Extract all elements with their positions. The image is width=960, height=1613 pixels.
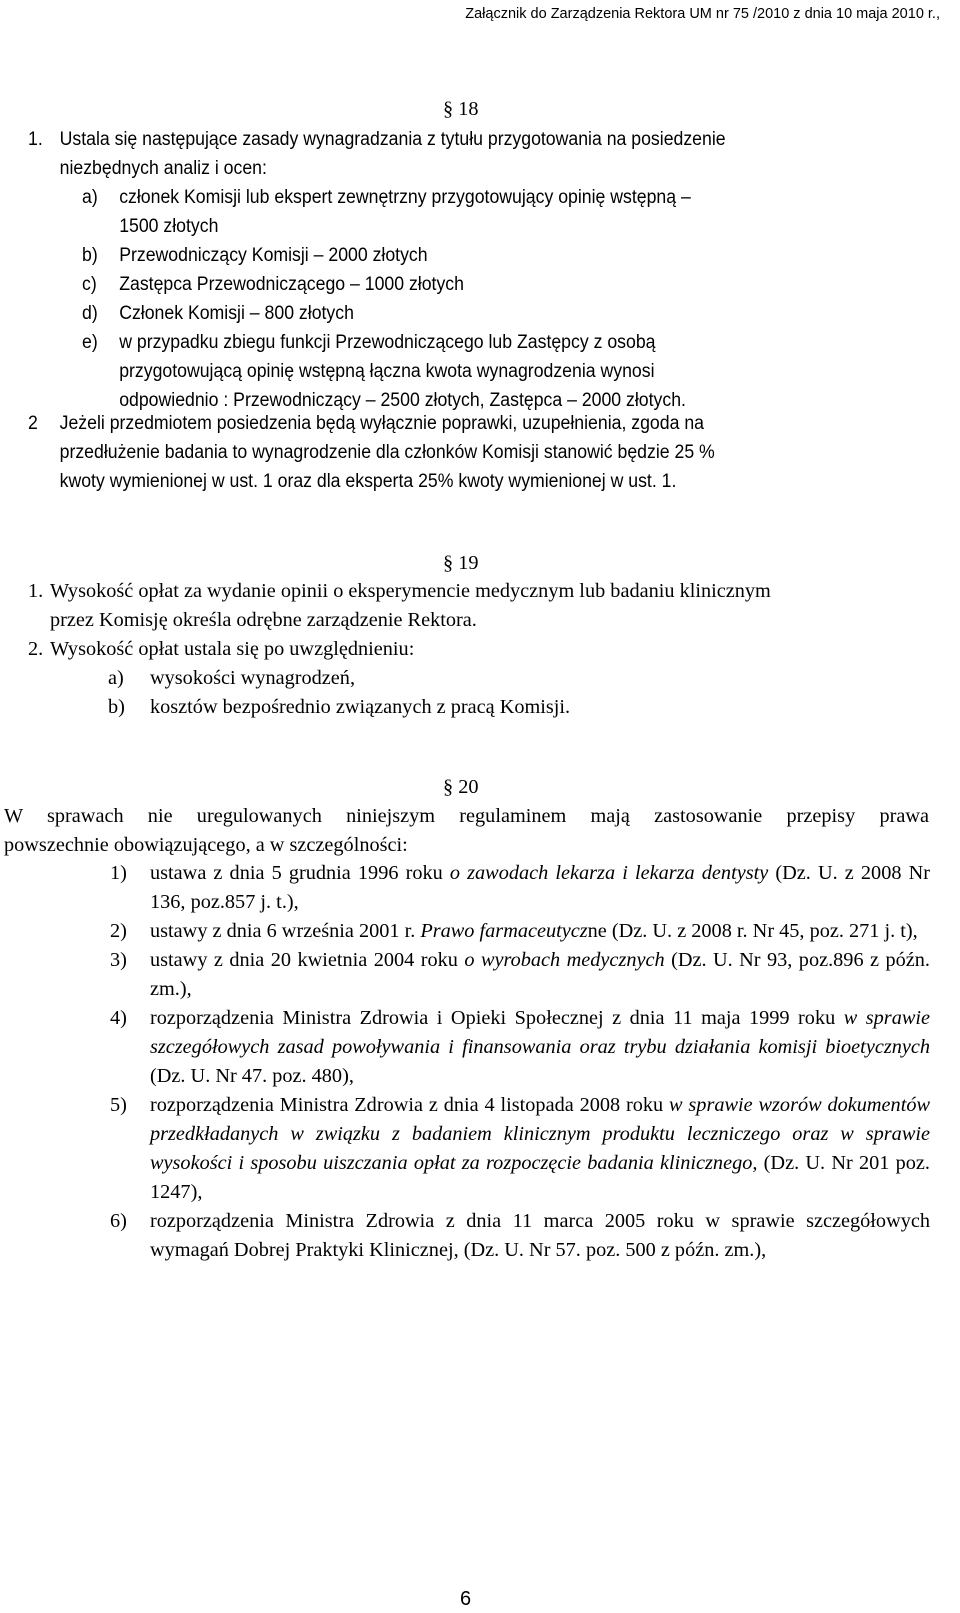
s18-p2-line-1: Jeżeli przedmiotem posiedzenia będą wyłącznie poprawki, uzupełnienia, zgoda na — [59, 413, 704, 434]
section-20-heading: § 20 — [443, 776, 479, 798]
s20-item-text — [150, 1091, 930, 1207]
s19-item-b-marker: b) — [108, 696, 125, 718]
s18-item-line — [82, 270, 882, 299]
s20-item-marker: 6) — [110, 1210, 127, 1232]
s20-item-text — [150, 859, 930, 917]
s18-item-line — [82, 299, 882, 328]
s20-item-title-italic: w sprawie wzorów dokumentów przedkładanych w związku z badaniem klinicznym produktu leczniczego oraz w sprawie wysokości i sposobu uiszczania opłat za rozpoczęcie badania klinicznego, — [150, 1094, 930, 1174]
s20-item-segment: rozporządzenia Ministra Zdrowia i Opieki Społecznej z dnia 11 maja 1999 roku — [150, 1007, 844, 1029]
s19-item-b-text: kosztów bezpośrednio związanych z pracą Komisji. — [150, 696, 571, 718]
s20-item-text — [150, 1207, 930, 1265]
s18-point-2 — [28, 409, 902, 496]
s20-intro-line-1: W sprawach nie uregulowanych niniejszym regulaminem mają zastosowanie przepisy prawa — [4, 805, 929, 827]
s20-item-text — [150, 946, 930, 1004]
s20-item-segment: (Dz. U. Nr 201 poz. 1247), — [150, 1152, 931, 1203]
s20-item-marker: 3) — [110, 949, 127, 971]
page-number: 6 — [460, 1588, 472, 1610]
s18-p1-line-2: niezbędnych analiz i ocen: — [59, 158, 267, 179]
s18-item-line — [82, 212, 882, 241]
s18-p1-marker: 1. — [28, 129, 43, 150]
s18-item-marker: d) — [82, 303, 98, 324]
s19-p2-text: Wysokość opłat ustala się po uwzględnieniu: — [50, 638, 415, 660]
s20-item-title-italic: Prawo farmaceutycz — [420, 920, 588, 942]
s18-item-marker: c) — [82, 274, 97, 295]
s20-item-title-italic: w sprawie szczegółowych zasad powoływania i finansowania oraz trybu działania komisji bioetycznych — [150, 1007, 930, 1058]
s20-list-item — [110, 1207, 930, 1265]
s20-list-item — [110, 859, 930, 917]
s20-item-marker: 5) — [110, 1094, 127, 1116]
s20-item-segment: ne (Dz. U. z 2008 r. Nr 45, poz. 271 j. t), — [587, 920, 918, 942]
section-19-heading: § 19 — [443, 552, 479, 574]
s18-item-line — [82, 357, 882, 386]
s18-item-text: w przypadku zbiegu funkcji Przewodniczącego lub Zastępcy z osobą — [119, 332, 656, 353]
s18-item-marker: e) — [82, 332, 98, 353]
s19-p1-line-1: Wysokość opłat za wydanie opinii o eksperymencie medycznym lub badaniu klinicznym — [50, 580, 771, 602]
s18-item-marker: a) — [82, 187, 98, 208]
s18-item-list — [82, 183, 882, 415]
s18-item-text: Przewodniczący Komisji – 2000 złotych — [119, 245, 428, 266]
s18-item-marker — [82, 212, 119, 241]
s18-item-text: odpowiednio : Przewodniczący – 2500 złotych, Zastępca – 2000 złotych. — [119, 390, 686, 411]
s18-item-text: Zastępca Przewodniczącego – 1000 złotych — [119, 274, 464, 295]
s20-item-segment: ustawa z dnia 5 grudnia 1996 roku — [150, 862, 450, 884]
s18-item-line — [82, 183, 882, 212]
s18-item-text: Członek Komisji – 800 złotych — [119, 303, 354, 324]
s20-item-segment: ustawy z dnia 20 kwietnia 2004 roku — [150, 949, 465, 971]
s20-intro — [4, 802, 929, 860]
s20-item-text — [150, 1004, 930, 1091]
s20-item-marker: 4) — [110, 1007, 127, 1029]
s18-item-marker: b) — [82, 245, 98, 266]
s18-p2-line-3: kwoty wymienionej w ust. 1 oraz dla eksperta 25% kwoty wymienionej w ust. 1. — [59, 471, 677, 492]
s19-item-a-text: wysokości wynagrodzeń, — [150, 667, 356, 689]
document-header: Załącznik do Zarządzenia Rektora UM nr 75 /2010 z dnia 10 maja 2010 r., — [465, 6, 940, 22]
s20-item-marker: 2) — [110, 920, 127, 942]
s20-list-item — [110, 1004, 930, 1091]
s18-item-line — [82, 328, 882, 357]
s18-p2-line-2: przedłużenie badania to wynagrodzenie dla członków Komisji stanowić będzie 25 % — [59, 442, 715, 463]
s18-item-text: 1500 złotych — [119, 216, 219, 237]
s20-item-title-italic: o zawodach lekarza i lekarza dentysty — [449, 862, 769, 884]
s18-point-1 — [28, 125, 865, 183]
s18-p2-marker: 2 — [28, 413, 38, 434]
s20-list-item — [110, 917, 930, 946]
s18-item-text: członek Komisji lub ekspert zewnętrzny przygotowujący opinię wstępną – — [119, 187, 691, 208]
s20-item-segment: rozporządzenia Ministra Zdrowia z dnia 11 marca 2005 roku w sprawie szczegółowych wymagań Dobrej Praktyki Klinicznej, (Dz. U. Nr 57. poz. 500 z późn. zm.), — [150, 1210, 930, 1261]
section-18-heading: § 18 — [443, 98, 479, 120]
s19-p1-marker: 1. — [28, 580, 44, 602]
s20-list-item — [110, 946, 930, 1004]
s20-item-title-italic: o wyrobach medycznych — [464, 949, 665, 971]
s19-p2-marker: 2. — [28, 638, 44, 660]
s20-item-list — [110, 859, 930, 1265]
s20-item-segment: (Dz. U. Nr 93, poz.896 z późn. zm.), — [150, 949, 930, 1000]
s20-intro-line-2: powszechnie obowiązującego, a w szczególności: — [4, 834, 408, 856]
s19-item-a-marker: a) — [108, 667, 124, 689]
s20-item-segment: (Dz. U. z 2008 Nr 136, poz.857 j. t.), — [150, 862, 930, 913]
s20-item-text — [150, 917, 930, 946]
s18-item-text: przygotowującą opinię wstępną łączna kwota wynagrodzenia wynosi — [119, 361, 655, 382]
s20-item-segment: (Dz. U. Nr 47. poz. 480), — [150, 1065, 354, 1087]
s19-point-1 — [28, 577, 938, 722]
s20-list-item — [110, 1091, 930, 1207]
s19-p1-line-2: przez Komisję określa odrębne zarządzenie Rektora. — [50, 609, 477, 631]
s20-item-segment: rozporządzenia Ministra Zdrowia z dnia 4 listopada 2008 roku — [150, 1094, 670, 1116]
s18-p1-line-1: Ustala się następujące zasady wynagradzania z tytułu przygotowania na posiedzenie — [59, 129, 726, 150]
s20-item-marker: 1) — [110, 862, 127, 884]
s18-item-marker — [82, 357, 119, 386]
s18-item-line — [82, 241, 882, 270]
s20-item-segment: ustawy z dnia 6 września 2001 r. — [150, 920, 421, 942]
